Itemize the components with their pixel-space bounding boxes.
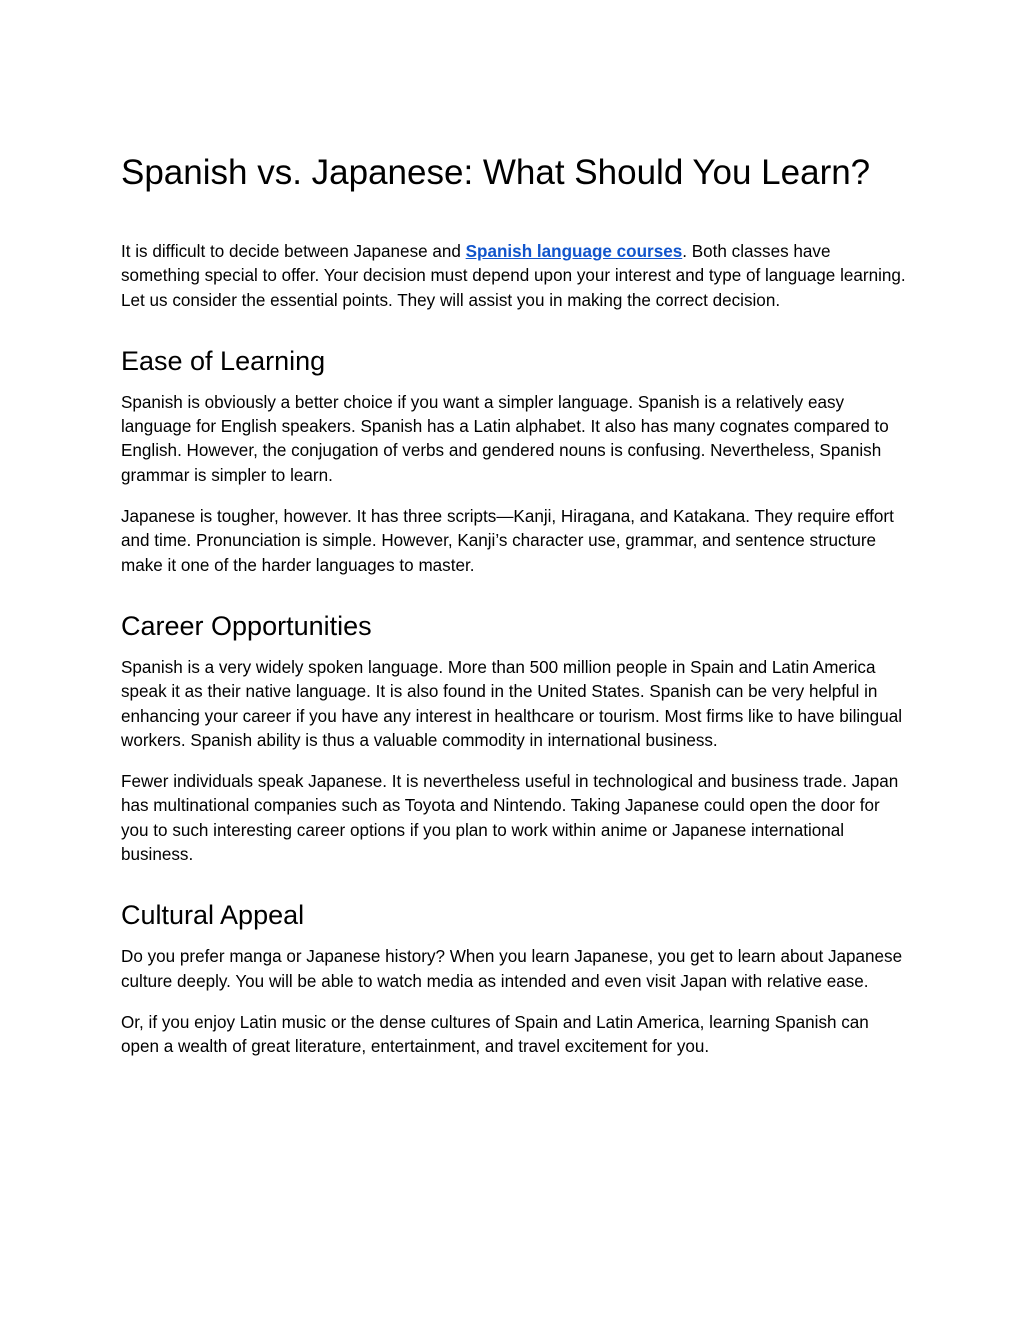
ease-paragraph-japanese: Japanese is tougher, however. It has three scripts—Kanji, Hiragana, and Katakana. They require effort and time. Pronunciation is simple. However, Kanji’s character use, grammar, and sentence structure make it one of the harder languages to master.: [121, 507, 894, 575]
section-heading-cultural-appeal: Cultural Appeal: [121, 900, 305, 931]
intro-paragraph: [121, 240, 911, 313]
culture-paragraph-japanese: Do you prefer manga or Japanese history? When you learn Japanese, you get to learn about Japanese culture deeply. You will be able to watch media as intended and even visit Japan with relative ease.: [121, 947, 903, 991]
career-paragraph-spanish: Spanish is a very widely spoken language. More than 500 million people in Spain and Latin America speak it as their native language. It is also found in the United States. Spanish can be very helpful in enhancing your career if you have any interest in healthcare or tourism. Most firms like to have bilingual workers. Spanish ability is thus a valuable commodity in international business.: [121, 657, 903, 750]
intro-text-before-link: It is difficult to decide between Japanese and: [121, 242, 466, 261]
page-title: Spanish vs. Japanese: What Should You Learn?: [121, 153, 871, 192]
section-heading-ease-of-learning: Ease of Learning: [121, 345, 326, 376]
section-heading-career-opportunities: Career Opportunities: [121, 610, 372, 641]
spanish-courses-link[interactable]: Spanish language courses: [465, 242, 683, 261]
intro-text-after-link: . Both classes have something special to offer. Your decision must depend upon your interest and type of language learning. Let us consider the essential points. They will assist you in making the correct decision.: [121, 242, 906, 310]
culture-paragraph-spanish: Or, if you enjoy Latin music or the dense cultures of Spain and Latin America, learning Spanish can open a wealth of great literature, entertainment, and travel excitement for you.: [121, 1012, 869, 1057]
career-paragraph-japanese: Fewer individuals speak Japanese. It is nevertheless useful in technological and business trade. Japan has multinational companies such as Toyota and Nintendo. Taking Japanese could open the door for you to such interesting career options if you plan to work within anime or Japanese international business.: [121, 772, 899, 865]
ease-paragraph-spanish: Spanish is obviously a better choice if you want a simpler language. Spanish is a relatively easy language for English speakers. Spanish has a Latin alphabet. It also has many cognates compared to English. However, the conjugation of verbs and gendered nouns is confusing. Nevertheless, Spanish grammar is simpler to learn.: [121, 392, 889, 485]
document-page: [121, 150, 911, 1077]
